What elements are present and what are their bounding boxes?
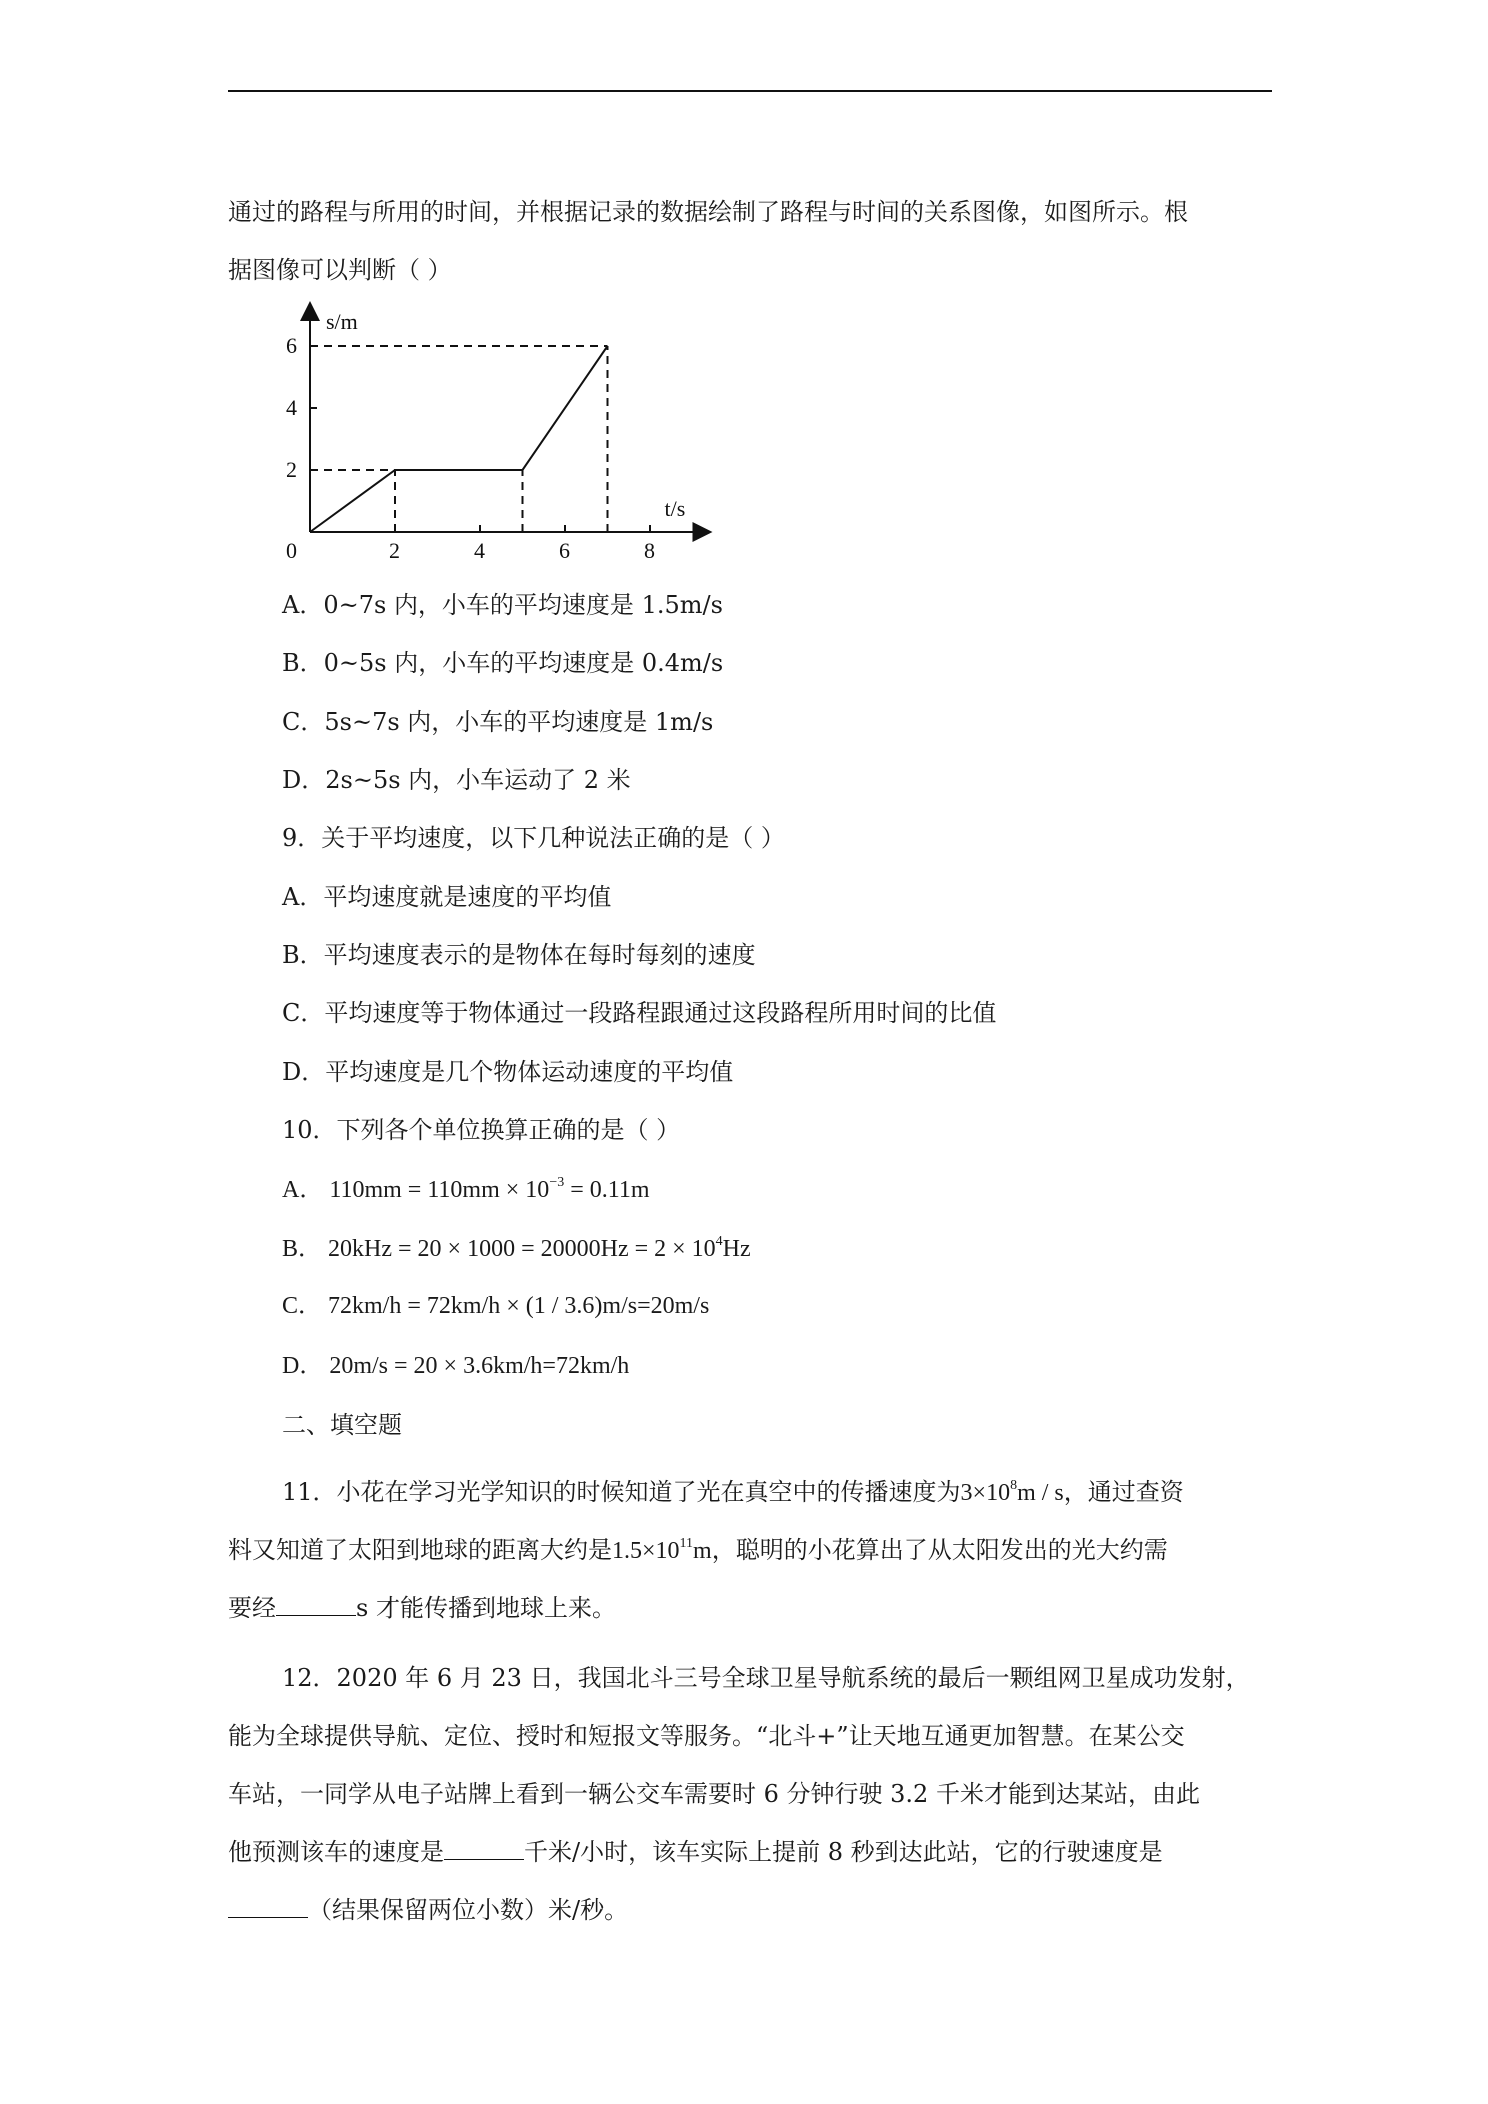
y-tick-label: 4 xyxy=(286,395,297,420)
x-axis-label: t/s xyxy=(664,496,686,521)
x-tick-label: 6 xyxy=(559,538,570,563)
q12-line3: 车站，一同学从电子站牌上看到一辆公交车需要时 6 分钟行驶 3.2 千米才能到达某站，由此 xyxy=(228,1780,1200,1808)
q12-line4: 他预测该车的速度是 千米/小时，该车实际上提前 8 秒到达此站，它的行驶速度是 xyxy=(228,1838,1163,1866)
distance-time-chart xyxy=(280,300,740,570)
header-rule xyxy=(228,90,1272,92)
series-line xyxy=(310,346,608,532)
x-tick-label: 4 xyxy=(474,538,485,563)
q12-answer-blank-2[interactable] xyxy=(228,1895,308,1918)
q9-stem: 9．关于平均速度，以下几种说法正确的是（ ） xyxy=(282,824,785,852)
q12-line2: 能为全球提供导航、定位、授时和短报文等服务。“北斗+”让天地互通更加智慧。在某公交 xyxy=(228,1722,1185,1750)
q9-option-b[interactable]: B．平均速度表示的是物体在每时每刻的速度 xyxy=(282,941,756,969)
q8-option-b[interactable]: B．0~5s 内，小车的平均速度是 0.4m/s xyxy=(282,649,724,677)
x-tick-label: 2 xyxy=(389,538,400,563)
x-tick-label: 8 xyxy=(644,538,655,563)
q11-answer-blank[interactable] xyxy=(276,1593,356,1616)
q11-line1: 11．小花在学习光学知识的时候知道了光在真空中的传播速度为$3\times 10^8m / s$，通过查资 xyxy=(282,1478,1184,1506)
q9-option-c[interactable]: C．平均速度等于物体通过一段路程跟通过这段路程所用时间的比值 xyxy=(282,999,997,1027)
light-speed-formula: $3\times 10^8m / s$ xyxy=(960,1478,1064,1506)
y-tick-label: 6 xyxy=(286,333,297,358)
distance-formula: $1.5\times 10^{11}m$ xyxy=(612,1536,712,1564)
y-axis-label: s/m xyxy=(326,309,358,334)
q10-option-d[interactable]: D． 20m/s = 20 × 3.6km/h=72km/h xyxy=(282,1353,630,1379)
x-tick-label: 0 xyxy=(286,538,297,563)
q8-stem-line1: 通过的路程与所用的时间，并根据记录的数据绘制了路程与时间的关系图像，如图所示。根 xyxy=(228,198,1188,226)
q9-option-a[interactable]: A．平均速度就是速度的平均值 xyxy=(282,883,612,911)
q12-answer-blank-1[interactable] xyxy=(444,1837,524,1860)
section-title: 二、填空题 xyxy=(282,1411,402,1439)
q8-option-d[interactable]: D．2s~5s 内，小车运动了 2 米 xyxy=(282,766,631,794)
y-tick-label: 2 xyxy=(286,457,297,482)
q8-option-c[interactable]: C．5s~7s 内，小车的平均速度是 1m/s xyxy=(282,708,714,736)
q8-stem-line2: 据图像可以判断（ ） xyxy=(228,256,452,284)
q10-option-a[interactable]: A． $110mm = 110mm \times 10^{-3} = 0.11m$ xyxy=(282,1175,650,1203)
q11-line3: 要经 s 才能传播到地球上来。 xyxy=(228,1594,616,1622)
q10-option-b[interactable]: B． $20kHz = 20 \times 1000 = 20000Hz = 2 \times 10^4Hz$ xyxy=(282,1234,751,1262)
q10-option-c[interactable]: C． 72km/h = 72km/h × (1 / 3.6)m/s=20m/s xyxy=(282,1293,710,1319)
q9-option-d[interactable]: D．平均速度是几个物体运动速度的平均值 xyxy=(282,1058,734,1086)
q12-line1: 12．2020 年 6 月 23 日，我国北斗三号全球卫星导航系统的最后一颗组网卫星成功发射， xyxy=(282,1664,1250,1692)
q11-line2: 料又知道了太阳到地球的距离大约是$1.5\times 10^{11}m$，聪明的小花算出了从太阳发出的光大约需 xyxy=(228,1536,1168,1564)
q8-option-a[interactable]: A．0~7s 内，小车的平均速度是 1.5m/s xyxy=(282,591,723,619)
q10-stem: 10．下列各个单位换算正确的是（ ） xyxy=(282,1116,681,1144)
q12-line5: （结果保留两位小数）米/秒。 xyxy=(228,1894,628,1926)
